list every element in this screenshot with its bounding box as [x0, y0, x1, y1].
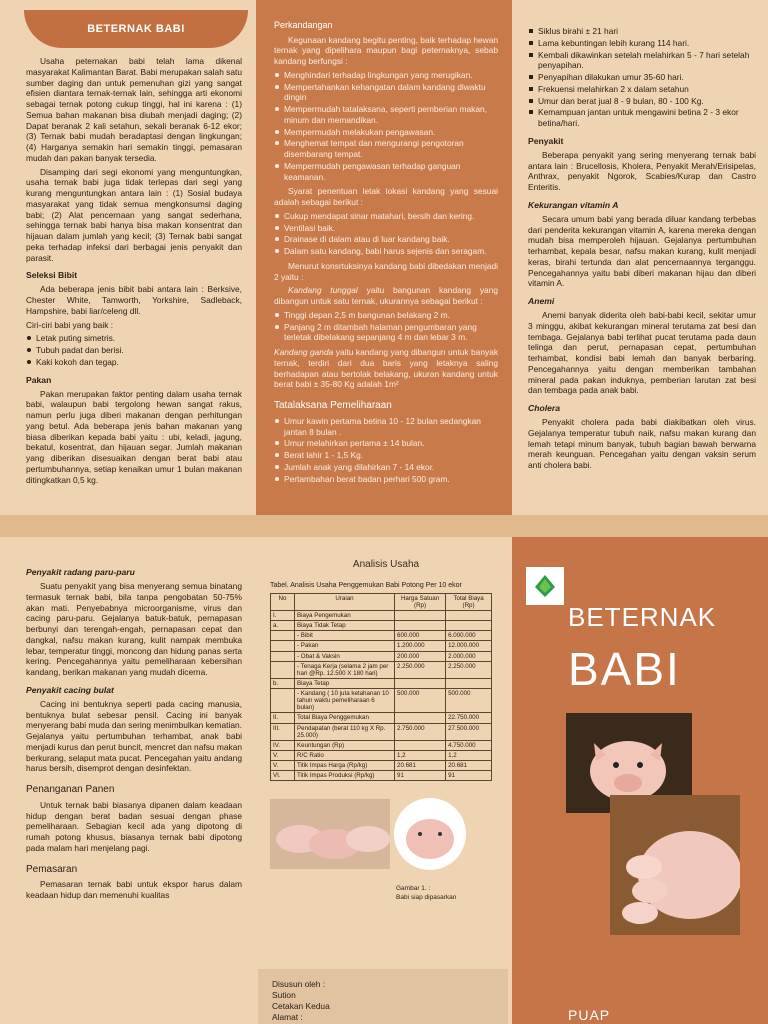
- penyakit-text: Beberapa penyakit yang sering menyerang ternak babi antara lain : Brucellosis, Kholera, Penyakit Merah/Erisipelas, Anthrax, penyakit Ngorok, Scabies/Kurap dan Castro Enteritis.: [528, 149, 756, 192]
- table-cell: 2.250.000: [395, 661, 446, 678]
- table-caption: Tabel. Analisis Usaha Penggemukan Babi Potong Per 10 ekor: [270, 581, 462, 589]
- table-row: [271, 740, 492, 750]
- table-cell: [395, 740, 446, 750]
- table-cell: R/C Ratio: [295, 750, 395, 760]
- fungsi-list: [274, 70, 498, 183]
- kandang-text: Kegunaan kandang begitu penting, baik terhadap hewan ternak yang dipelihara maupun bagi peternaknya, sebab kandang berfungsi :: [274, 34, 499, 67]
- fold-band: [0, 515, 768, 537]
- table-cell: [271, 689, 295, 713]
- table-cell: b.: [271, 678, 295, 688]
- tunggal-term: Kandang tunggal: [288, 285, 358, 296]
- table-cell: - Bibit: [295, 631, 395, 641]
- table-row: [271, 641, 492, 651]
- program-label: PUAP: [568, 1007, 611, 1023]
- list-item: Menghindari terhadap lingkungan yang merugikan.: [274, 70, 498, 81]
- table-cell: [395, 678, 446, 688]
- konstruksi-text: Menurut konsrtuksinya kandang babi dibedakan menjadi 2 yaitu :: [274, 260, 498, 282]
- table-cell: 2.750.000: [395, 723, 446, 740]
- heading-vitamin-a: Kekurangan vitamin A: [528, 199, 619, 210]
- list-item: Jumlah anak yang dilahirkan 7 - 14 ekor.: [274, 462, 498, 473]
- list-item: Siklus birahi ± 21 hari: [528, 26, 756, 37]
- credit-box: [258, 969, 508, 1024]
- table-cell: [395, 611, 446, 621]
- table-row: [271, 761, 492, 771]
- list-item: Letak puting simetris.: [26, 333, 242, 344]
- table-row: [271, 661, 492, 678]
- table-cell: 1,2: [395, 750, 446, 760]
- list-item: Panjang 2 m ditambah halaman pengumbaran yang terletak dibelakang sepanjang 4 m dan lebar 3 m.: [274, 322, 498, 344]
- list-item: Kembali dikawinkan setelah melahirkan 5 - 7 hari setelah penyapihan.: [528, 50, 756, 72]
- table-cell: I.: [271, 611, 295, 621]
- table-cell: - Pakan: [295, 641, 395, 651]
- list-item: Cukup mendapat sinar matahari, bersih dan kering.: [274, 211, 498, 222]
- heading-anemi: Anemi: [528, 296, 555, 306]
- table-body: [271, 611, 492, 781]
- intro-paragraph: Usaha peternakan babi telah lama dikenal masyarakat Kalimantan Barat. Babi merupakan salah satu sumber daging dan untuk pemenuhan gizi yang sangat efisien diantara ternak-ternak lain, sehingga arti ekonomi sebagai ternak potong cukup tinggi, hal ini karena : (1) Semua bahan makanan bisa diubah menjadi daging; (2) Dapat beranak 2 kali setahun, sekali beranak 6-12 ekor; (3) Ternak babi mudah beradaptasi dengan lingkungan; (4) Harganya semakin hari semakin tinggi, pemasaran mudah dan pakan banyak tersedia.: [26, 56, 243, 163]
- list-item: Tinggi depan 2,5 m bangunan belakang 2 m.: [274, 310, 498, 321]
- table-cell: VI.: [271, 771, 295, 781]
- analisis-title: Analisis Usaha: [352, 559, 420, 570]
- list-item: Pertambahan berat badan perhari 500 gram.: [274, 474, 498, 485]
- table-header-row: [271, 593, 492, 610]
- syarat-text: Syarat penentuan letak lokasi kandang yang sesuai adalah sebagai berikut :: [274, 186, 498, 208]
- table-cell: Pendapatan (berat 110 kg X Rp. 25.000): [295, 723, 395, 740]
- ganda-desc: yaitu kandang yang dibangun untuk banyak ternak, terdiri dari dua baris yang letaknya saling berhadapan atau bertolak belakang, ukuran kandang untuk berat babi ± 35-80 Kg adalah 1m²: [274, 347, 499, 390]
- list-item: Mempermudah tatalaksana, seperti pemberian makan, minum dan memandikan.: [274, 104, 498, 126]
- list-item: Frekuensi melahirkan 2 x dalam setahun: [528, 84, 756, 95]
- table-cell: Titik Impas Produksi (Rp/kg): [295, 771, 395, 781]
- reproduksi-list: [528, 26, 756, 129]
- pig-herd-image: [270, 789, 470, 889]
- table-row: [271, 723, 492, 740]
- list-item: Umur dan berat jual 8 - 9 bulan, 80 - 100 Kg.: [528, 96, 756, 107]
- table-cell: - Tenaga Kerja (selama 2 jam per hari @Rp. 12.500 X 180 hari): [295, 661, 395, 678]
- figure-label: Gambar 1. :: [396, 885, 431, 893]
- table-cell: III.: [271, 723, 295, 740]
- table-cell: V.: [271, 761, 295, 771]
- table-cell: Keuntungan (Rp): [295, 740, 395, 750]
- heading-pemeliharaan: Tatalaksana Pemeliharaan: [274, 400, 392, 412]
- syarat-list: [274, 211, 498, 257]
- col-header: Harga Satuan (Rp): [395, 593, 446, 610]
- cover-title-line2: BABI: [568, 643, 681, 696]
- heading-seleksi-bibit: Seleksi Bibit: [26, 270, 78, 281]
- ganda-term: Kandang ganda: [274, 347, 334, 358]
- vitamin-text: Secara umum babi yang berada diluar kandang terbebas dari penderita kekurangan vitamin A, karena mereka dengan mudah bisa memperoleh hijauan. Gejalanya pertumbuhan terhambat, kepala besar, nafsu makan kurang, kulit menjadi keras, birahi tertunda dan alat pencernaannya terganggu. Pencegahannya yaitu babi diberi makanan hijau dan diberi vitamin A.: [528, 213, 756, 289]
- heading-cacing: Penyakit cacing bulat: [26, 684, 114, 695]
- ciri-label: Ciri-ciri babi yang baik :: [26, 319, 114, 330]
- table-row: [271, 611, 492, 621]
- section-title: BETERNAK BABI: [24, 10, 248, 48]
- list-item: Menghemat tempat dan mengurangi pengotoran disembarang tempat.: [274, 138, 498, 160]
- table-cell: 6.000.000: [446, 631, 492, 641]
- table-cell: 22.750.000: [446, 713, 492, 723]
- table-cell: 91: [395, 771, 446, 781]
- table-cell: 4.750.000: [446, 740, 492, 750]
- sow-image: [610, 795, 740, 935]
- table-cell: 20.681: [395, 761, 446, 771]
- table-row: [271, 750, 492, 760]
- sow-piglets-photo: [610, 795, 740, 935]
- author-name: Sution: [272, 989, 296, 1000]
- tunggal-desc: yaitu bangunan kandang yang dibangun untuk satu ternak, ukurannya sebagai berikut :: [274, 285, 498, 307]
- figure-caption: Babi siap dipasarkan: [396, 893, 457, 901]
- table-cell: Total Biaya Penggemukan: [295, 713, 395, 723]
- heading-pemasaran: Pemasaran: [26, 863, 78, 875]
- cover-title-line1: BETERNAK: [568, 602, 717, 632]
- table-cell: [271, 651, 295, 661]
- col-header: No: [271, 593, 295, 610]
- pemasaran-text: Pemasaran ternak babi untuk ekspor harus dalam keadaan hidup dan memenuhi kualitas: [26, 879, 242, 901]
- address-label: Alamat :: [272, 1011, 303, 1022]
- table-row: [271, 713, 492, 723]
- table-cell: 12.000.000: [446, 641, 492, 651]
- table-row: [271, 621, 492, 631]
- table-cell: [446, 678, 492, 688]
- table-cell: - Kandang ( 10 juta ketahanan 10 tahun waktu pemeliharaan 6 bulan): [295, 689, 395, 713]
- edition: Cetakan Kedua: [272, 1000, 330, 1011]
- heading-paru: Penyakit radang paru-paru: [26, 567, 135, 577]
- heading-penyakit: Penyakit: [528, 135, 564, 146]
- disusun-label: Disusun oleh :: [272, 979, 326, 989]
- panel-penyakit: [512, 0, 768, 515]
- intro-paragraph-2: Disamping dari segi ekonomi yang menguntungkan, usaha ternak babi juga tidak terlepas dari segi yang kurang menguntungkan antara lain : (1) Sosial budaya masyarakat yang tidak semua mengkonsumsi daging babi; (2) Alat pencernaan yang sangat sederhana, sehingga ternak babi hanya bisa makan konsentrat dan hijauan dalam jumlah yang kecil; (3) Ternak babi sangat peka terhadap infeksi dari berbagai jenis penyakit dan parasit.: [26, 166, 242, 263]
- table-cell: 500.000: [395, 689, 446, 713]
- table-row: [271, 631, 492, 641]
- table-cell: 91: [446, 771, 492, 781]
- panel-intro: [0, 0, 256, 515]
- table-row: [271, 771, 492, 781]
- list-item: Mempermudah melakukan pengawasan.: [274, 127, 498, 138]
- table-cell: [395, 621, 446, 631]
- table-cell: 500.000: [446, 689, 492, 713]
- col-header: Uraian: [295, 593, 395, 610]
- panel-cover: [512, 537, 768, 1024]
- tunggal-list: [274, 310, 498, 343]
- list-item: Penyapihan dilakukan umur 35-60 hari.: [528, 72, 756, 83]
- heading-perkandangan: Perkandangan: [274, 20, 333, 30]
- table-cell: 200.000: [395, 651, 446, 661]
- table-cell: [271, 661, 295, 678]
- list-item: Umur melahirkan pertama ± 14 bulan.: [274, 438, 498, 449]
- table-cell: 1,2: [446, 750, 492, 760]
- table-cell: [271, 641, 295, 651]
- panen-text: Untuk ternak babi biasanya dipanen dalam keadaan hidup dengan berat badan sesuai dengan phase pemeliharaan. Sebagian kecil ada yang dipotong di rumah potong khusus, biasanya ternak babi dipotong pada malam hari menjelang pagi.: [26, 799, 242, 853]
- panel-analisis: [256, 537, 512, 1024]
- table-cell: V.: [271, 750, 295, 760]
- anemi-text: Anemi banyak diderita oleh babi-babi kecil, sekitar umur 3 minggu, akibat kekurangan mineral terutama zat besi dan tembaga. Gejalanya babi terlihat pucat terutama pada daun telinga dan perut, pernapasan cepat, pertumbuhan terhambat, kondisi babi lemah dan banyak berbaring. Pencegahannya yaitu dengan memberikan tambahan mineral pada pakan induknya, pemberian larutan zat besi dan tembaga pada anak babi.: [528, 310, 756, 396]
- table-cell: 600.000: [395, 631, 446, 641]
- list-item: Drainase di dalam atau di luar kandang baik.: [274, 234, 498, 245]
- table-cell: [271, 631, 295, 641]
- cacing-text: Cacing ini bentuknya seperti pada cacing manusia, bentuknya bulat sebesar pensil. Cacing ini banyak menyerang babi muda dan sering menimbulkan kematian. Gejalanya yaitu pertumbuhan terhambat, anak babi menjadi kurus dan perut buncit, mencret dan nafsu makan berkurang, selaput mata pucat. Pencegahan yaitu andang harus bersih, disemprot dengan desinfektan.: [26, 698, 243, 774]
- table-cell: 2.250.000: [446, 661, 492, 678]
- paru-text: Suatu penyakit yang bisa menyerang semua binatang termasuk ternak babi, bila tanpa pengobatan 50-75% akan mati. Penyebabnya microorganisme, virus dan cacing paru-paru. Gejalanya batuk-batuk, pernapasan berbunyi dan terengah-engah, pernapasan cepat dan dangkal, nafsu makan kurang, kulit nampak membuka lebar, temperatur tinggi, moncong dan hidung panas serta kering. Pencegahannya yaitu pemeliharaan kebersihan kandang, berikan makanan yang mudah dicerna.: [26, 581, 242, 677]
- table-cell: [395, 713, 446, 723]
- table-cell: Biaya Tetap: [295, 678, 395, 688]
- leaf-logo-icon: [530, 571, 560, 601]
- heading-pakan: Pakan: [26, 374, 52, 385]
- list-item: Berat lahir 1 - 1,5 Kg.: [274, 450, 498, 461]
- agency-logo: [526, 567, 564, 605]
- list-item: Mempertahankan kehangatan dalam kandang diwaktu dingin: [274, 82, 498, 104]
- ciri-list: [26, 333, 242, 367]
- heading-panen: Penanganan Panen: [26, 784, 115, 795]
- table-row: [271, 689, 492, 713]
- table-cell: 2.000.000: [446, 651, 492, 661]
- bibit-text: Ada beberapa jenis bibit babi antara lain : Berksive, Chester White, Tamworth, Yorkshire, Sadleback, Hampshire, babi liar/celeng dll.: [26, 284, 242, 316]
- cholera-text: Penyakit cholera pada babi diakibatkan oleh virus. Gejalanya temperatur tubuh naik, nafsu makan kurang dan lemah tetapi minum banyak, tubuh bagian bawah berwarna merah keunguan. Pencegahan yaitu dengan vaksin serum anti cholera babi.: [528, 417, 756, 470]
- list-item: Mempermudah pengawasan terhadap ganguan keamanan.: [274, 161, 498, 183]
- table-cell: Biaya Tidak Tetap: [295, 621, 395, 631]
- list-item: Dalam satu kandang, babi harus sejenis dan seragam.: [274, 246, 498, 257]
- tunggal-text: [274, 285, 498, 307]
- analisis-table: [270, 593, 492, 782]
- table-cell: 20.681: [446, 761, 492, 771]
- list-item: Kaki kokoh dan tegap.: [26, 357, 242, 368]
- table-cell: II.: [271, 713, 295, 723]
- pemeliharaan-list: [274, 416, 498, 485]
- pig-pictures: [270, 789, 502, 899]
- table-cell: 1.200.000: [395, 641, 446, 651]
- list-item: Tubuh padat dan berisi.: [26, 345, 242, 356]
- list-item: Lama kebuntingan lebih kurang 114 hari.: [528, 38, 756, 49]
- ganda-text: [274, 347, 498, 390]
- table-cell: - Obat & Vaksin: [295, 651, 395, 661]
- table-cell: [446, 621, 492, 631]
- list-item: Kemampuan jantan untuk mengawini betina 2 - 3 ekor betina/hari.: [528, 107, 756, 129]
- list-item: Ventilasi baik.: [274, 223, 498, 234]
- panel-kandang: [256, 0, 512, 515]
- col-header: Total Biaya (Rp): [446, 593, 492, 610]
- pakan-text: Pakan merupakan faktor penting dalam usaha ternak babi, walaupun babi tergolong hewan sangat rakus, namun perlu juga diberi makanan dengan perhitungan yang betul. Ada beberapa jenis bahan makanan yang biasa diberikan kepada babi yaitu : ubi, keladi, jagung, bekatul, kosentrat, dan hijauan segar. Jumlah makanan yang diberikan disesuaikan dengan berat babi atau pertumbuhannya, setiap kenaikan umur 1 bulan makanan ditingkatkan 0,5 kg.: [26, 388, 242, 485]
- table-cell: Titik Impas Harga (Rp/kg): [295, 761, 395, 771]
- table-cell: a.: [271, 621, 295, 631]
- heading-cholera: Cholera: [528, 403, 560, 413]
- table-row: [271, 651, 492, 661]
- table-cell: IV.: [271, 740, 295, 750]
- table-cell: [446, 611, 492, 621]
- list-item: Umur kawin pertama betina 10 - 12 bulan sedangkan jantan 8 bulan .: [274, 416, 498, 438]
- table-row: [271, 678, 492, 688]
- table-cell: 27.500.000: [446, 723, 492, 740]
- table-cell: Biaya Pengemukan: [295, 611, 395, 621]
- cover-title: [568, 601, 716, 699]
- panel-penyakit-lanjutan: [0, 537, 256, 1024]
